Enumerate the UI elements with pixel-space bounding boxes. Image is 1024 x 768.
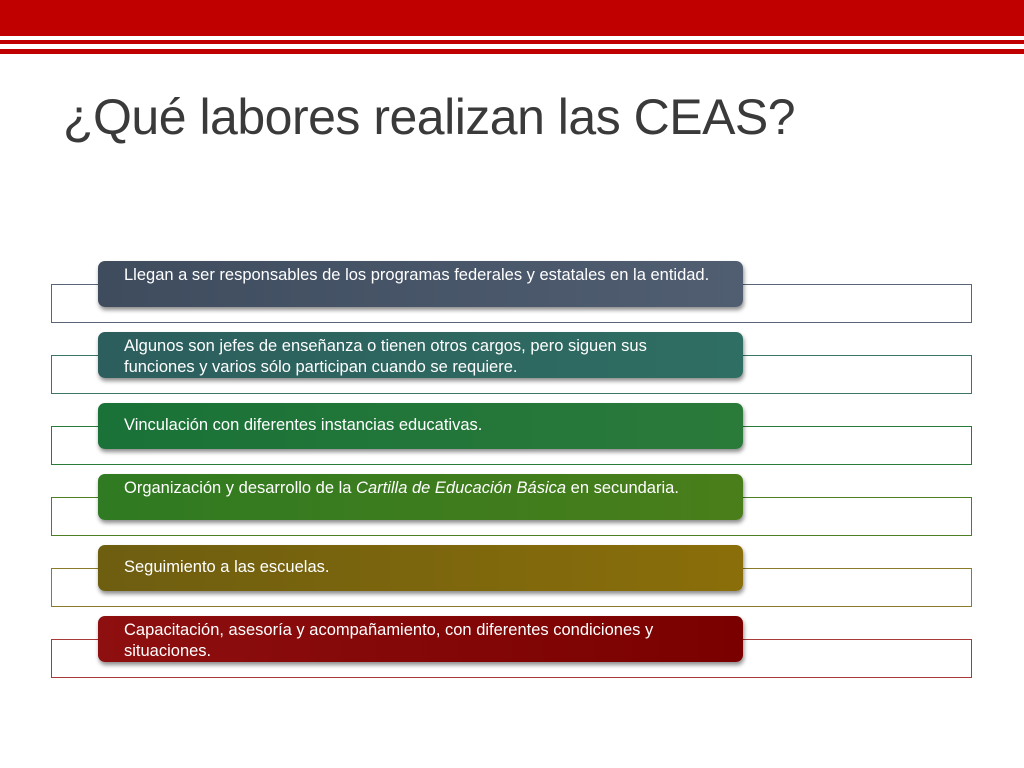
- banner-stripe: [0, 49, 1024, 54]
- item-text: Vinculación con diferentes instancias educativas.: [124, 416, 483, 434]
- item-box-6: [98, 616, 743, 662]
- item-box-2: [98, 332, 743, 378]
- item-box-3: [98, 403, 743, 449]
- item-box-1: [98, 261, 743, 307]
- item-text-end: en secundaria.: [566, 479, 679, 497]
- item-text-italic: Cartilla de Educación Básica: [356, 479, 567, 497]
- banner-stripe: [0, 40, 1024, 44]
- slide-title: ¿Qué labores realizan las CEAS?: [63, 89, 796, 145]
- item-text: Capacitación, asesoría y acompañamiento, con diferentes condiciones y situaciones.: [124, 621, 654, 660]
- item-text-start: Organización y desarrollo de la: [124, 479, 357, 497]
- item-box-4: [98, 474, 743, 520]
- item-text: Llegan a ser responsables de los programas federales y estatales en la entidad.: [124, 266, 710, 284]
- top-banner: [0, 0, 1024, 36]
- item-text: Seguimiento a las escuelas.: [124, 558, 330, 576]
- item-box-5: [98, 545, 743, 591]
- item-text: Algunos son jefes de enseñanza o tienen otros cargos, pero siguen sus funciones y varios sólo participan cuando se requiere.: [124, 337, 647, 376]
